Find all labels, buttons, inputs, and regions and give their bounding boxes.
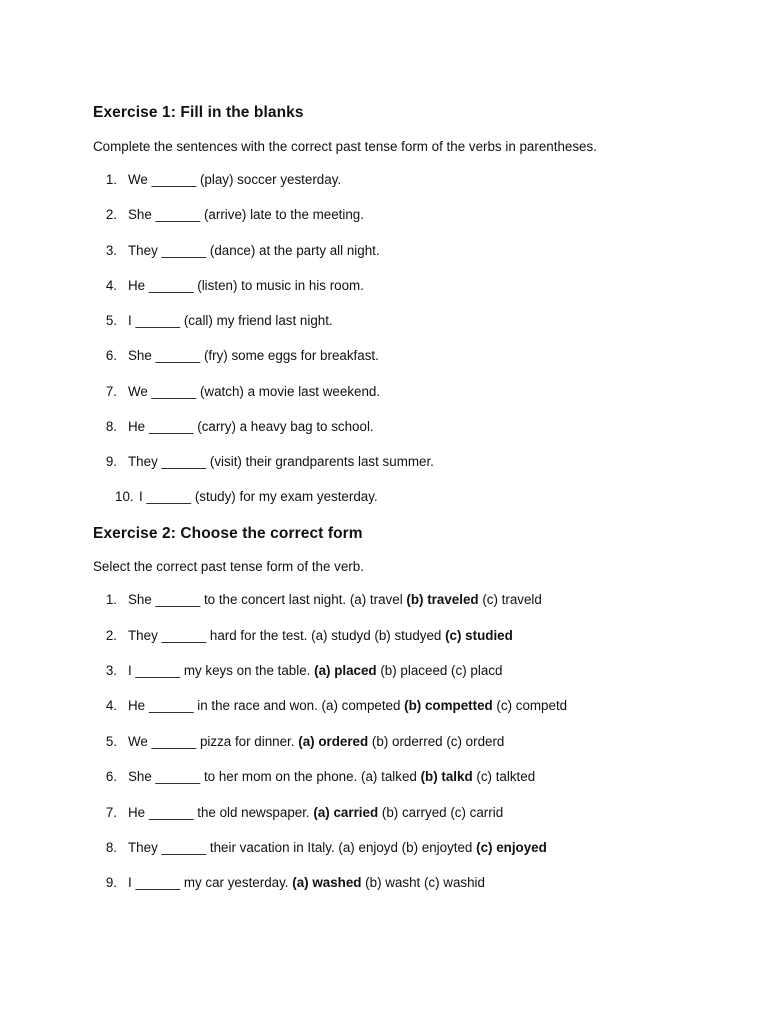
- item-number: 2.: [105, 627, 117, 643]
- item-text-segment: (b) carryed (c) carrid: [378, 804, 504, 820]
- list-item: [93, 865, 567, 900]
- item-text: They ______ (visit) their grandparents last summer.: [128, 454, 434, 470]
- item-text-segment: They ______ their vacation in Italy. (a) enjoyd (b) enjoyted: [128, 839, 477, 855]
- item-number: 3.: [105, 662, 117, 678]
- list-item: [93, 794, 567, 829]
- list-item: [93, 653, 567, 688]
- list-item: [93, 444, 434, 479]
- item-number: 5.: [105, 733, 117, 749]
- item-text: [128, 592, 542, 607]
- item-text-segment: We ______ pizza for dinner.: [128, 733, 299, 749]
- item-text-segment: She ______ to the concert last night. (a) travel: [128, 592, 407, 608]
- list-item: [93, 724, 567, 759]
- item-text-segment: (c) talkted: [472, 769, 536, 785]
- correct-answer: (a) washed: [292, 875, 362, 891]
- item-text-segment: (b) washt (c) washid: [361, 875, 485, 891]
- item-text: He ______ (carry) a heavy bag to school.: [128, 418, 374, 434]
- item-text: We ______ (play) soccer yesterday.: [128, 172, 342, 188]
- item-number: 5.: [105, 313, 117, 329]
- correct-answer: (b) talkd: [420, 769, 473, 785]
- item-text-segment: He ______ in the race and won. (a) competed: [128, 698, 405, 714]
- item-text: I ______ (call) my friend last night.: [128, 313, 333, 329]
- item-number: 1.: [105, 592, 117, 608]
- item-number: 8.: [105, 418, 117, 434]
- list-item: [93, 303, 434, 338]
- item-text: [128, 840, 547, 855]
- item-number: 1.: [105, 172, 117, 188]
- correct-answer: (c) enjoyed: [476, 839, 547, 855]
- correct-answer: (b) competted: [404, 698, 493, 714]
- item-text: We ______ (watch) a movie last weekend.: [128, 383, 381, 399]
- list-item: [93, 374, 434, 409]
- correct-answer: (c) studied: [445, 627, 513, 643]
- list-item: [93, 617, 567, 652]
- item-text: [128, 663, 502, 678]
- item-text: [128, 734, 504, 749]
- item-text: [128, 805, 503, 820]
- list-item: [93, 479, 434, 514]
- item-text: She ______ (arrive) late to the meeting.: [128, 207, 364, 223]
- item-number: 2.: [105, 207, 117, 223]
- item-number: 9.: [105, 454, 117, 470]
- item-text: I ______ (study) for my exam yesterday.: [139, 489, 378, 505]
- correct-answer: (b) traveled: [406, 592, 479, 608]
- item-number: 7.: [105, 383, 117, 399]
- item-text-segment: (c) competd: [492, 698, 568, 714]
- item-text: [128, 875, 485, 890]
- exercise2-title: Exercise 2: Choose the correct form: [93, 525, 363, 542]
- item-text-segment: I ______ my keys on the table.: [128, 662, 315, 678]
- list-item: [93, 830, 567, 865]
- item-text: [128, 628, 513, 643]
- item-text-segment: She ______ to her mom on the phone. (a) talked: [128, 769, 421, 785]
- item-number: 10.: [115, 489, 134, 505]
- item-number: 4.: [105, 277, 117, 293]
- item-number: 3.: [105, 242, 117, 258]
- item-number: 7.: [105, 804, 117, 820]
- correct-answer: (a) carried: [313, 804, 379, 820]
- list-item: [93, 268, 434, 303]
- item-text-segment: (c) traveld: [478, 592, 542, 608]
- correct-answer: (a) placed: [314, 662, 377, 678]
- list-item: [93, 197, 434, 232]
- list-item: [93, 582, 567, 617]
- list-item: [93, 338, 434, 373]
- item-text: They ______ (dance) at the party all night.: [128, 242, 380, 258]
- item-text: [128, 769, 535, 784]
- item-number: 6.: [105, 769, 117, 785]
- item-number: 6.: [105, 348, 117, 364]
- correct-answer: (a) ordered: [298, 733, 369, 749]
- list-item: [93, 759, 567, 794]
- exercise1-title: Exercise 1: Fill in the blanks: [93, 104, 304, 121]
- list-item: [93, 233, 434, 268]
- item-text: [128, 698, 567, 713]
- item-text-segment: They ______ hard for the test. (a) studyd (b) studyed: [128, 627, 446, 643]
- item-number: 4.: [105, 698, 117, 714]
- list-item: [93, 162, 434, 197]
- item-number: 9.: [105, 875, 117, 891]
- item-number: 8.: [105, 839, 117, 855]
- exercise2-instructions: Select the correct past tense form of the verb.: [93, 559, 364, 574]
- item-text-segment: (b) orderred (c) orderd: [368, 733, 505, 749]
- item-text: He ______ (listen) to music in his room.: [128, 277, 364, 293]
- item-text-segment: He ______ the old newspaper.: [128, 804, 314, 820]
- item-text: She ______ (fry) some eggs for breakfast.: [128, 348, 379, 364]
- list-item: [93, 409, 434, 444]
- exercise2-list: [93, 582, 567, 901]
- list-item: [93, 688, 567, 723]
- exercise1-list: [93, 162, 434, 515]
- item-text-segment: (b) placeed (c) placd: [376, 662, 503, 678]
- item-text-segment: I ______ my car yesterday.: [128, 875, 293, 891]
- exercise1-instructions: Complete the sentences with the correct past tense form of the verbs in parentheses.: [93, 139, 597, 154]
